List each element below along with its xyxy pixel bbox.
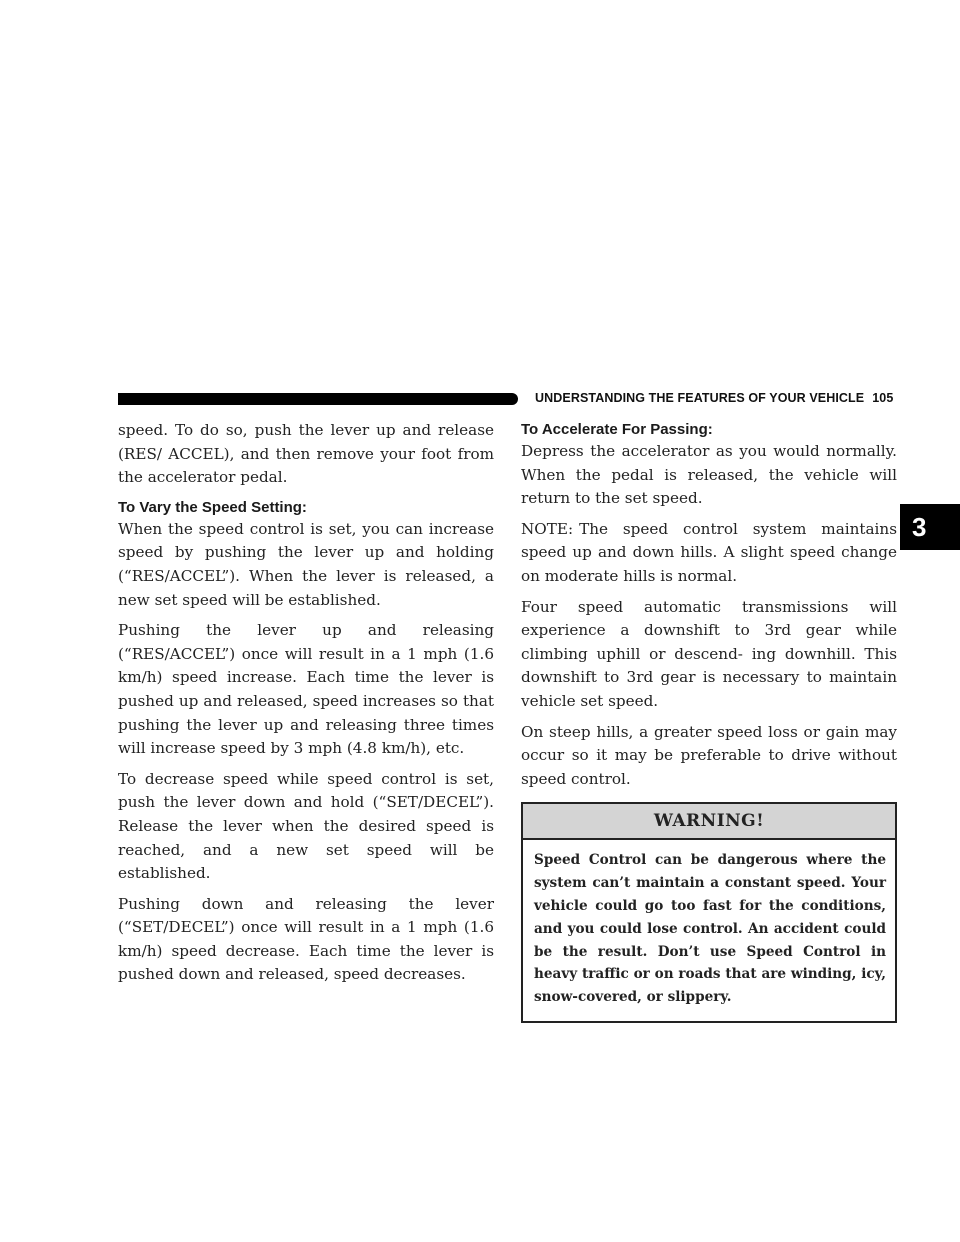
warning-box (521, 802, 897, 1023)
note-text: The speed control system maintains speed up and down hills. A slight speed change on moderate hills is normal. (521, 519, 897, 585)
running-header-title: UNDERSTANDING THE FEATURES OF YOUR VEHICLE (535, 391, 865, 405)
header-rule-bar (118, 393, 518, 405)
intro-paragraph: speed. To do so, push the lever up and release (RES/ ACCEL), and then remove your foot from the accelerator pedal. (118, 421, 494, 487)
chapter-tab: 3 (900, 504, 960, 550)
note-paragraph (521, 518, 897, 589)
section-heading-accelerate-passing: To Accelerate For Passing: (521, 421, 713, 438)
paragraph-downshift: Four speed automatic transmissions will experience a downshift to 3rd gear while climbing uphill or descend- ing downhill. This downshift to 3rd gear is necessary to maintain vehicle set speed. (521, 597, 897, 710)
paragraph-increment-up: Pushing the lever up and releasing (“RES/ACCEL”) once will result in a 1 mph (1.6 km/h) speed increase. Each time the lever is pushed up and released, speed increases so that pushing the lever up and releasing three times will increase speed by 3 mph (4.8 km/h), etc. (118, 621, 494, 758)
paragraph-increase-speed: When the speed control is set, you can increase speed by pushing the lever up and holding (“RES/ACCEL”). When the lever is released, a new set speed will be established. (118, 519, 494, 609)
paragraph-steep-hills: On steep hills, a greater speed loss or gain may occur so it may be preferable to drive without speed control. (521, 722, 897, 788)
note-label: NOTE: (521, 519, 574, 538)
warning-title: WARNING! (523, 804, 895, 840)
running-header (535, 391, 895, 405)
paragraph-accelerator: Depress the accelerator as you would normally. When the pedal is released, the vehicle will return to the set speed. (521, 442, 897, 508)
paragraph-increment-down: Pushing down and releasing the lever (“SET/DECEL”) once will result in a 1 mph (1.6 km/h) speed decrease. Each time the lever is pushed down and released, speed decreases. (118, 894, 494, 984)
warning-text: Speed Control can be dangerous where the system can’t maintain a constant speed. Your vehicle could go too fast for the conditions, and you could lose control. An accident could be the result. Don’t use Speed Control in heavy traffic or on roads that are winding, icy, snow-covered, or slippery. (534, 852, 886, 1006)
right-column (521, 419, 897, 1023)
page-number: 105 (872, 391, 894, 405)
left-column (118, 419, 494, 994)
paragraph-decrease-speed: To decrease speed while speed control is set, push the lever down and hold (“SET/DECEL”). Release the lever when the desired speed is reached, and a new set speed will be established. (118, 769, 494, 883)
section-heading-vary-speed: To Vary the Speed Setting: (118, 498, 307, 516)
